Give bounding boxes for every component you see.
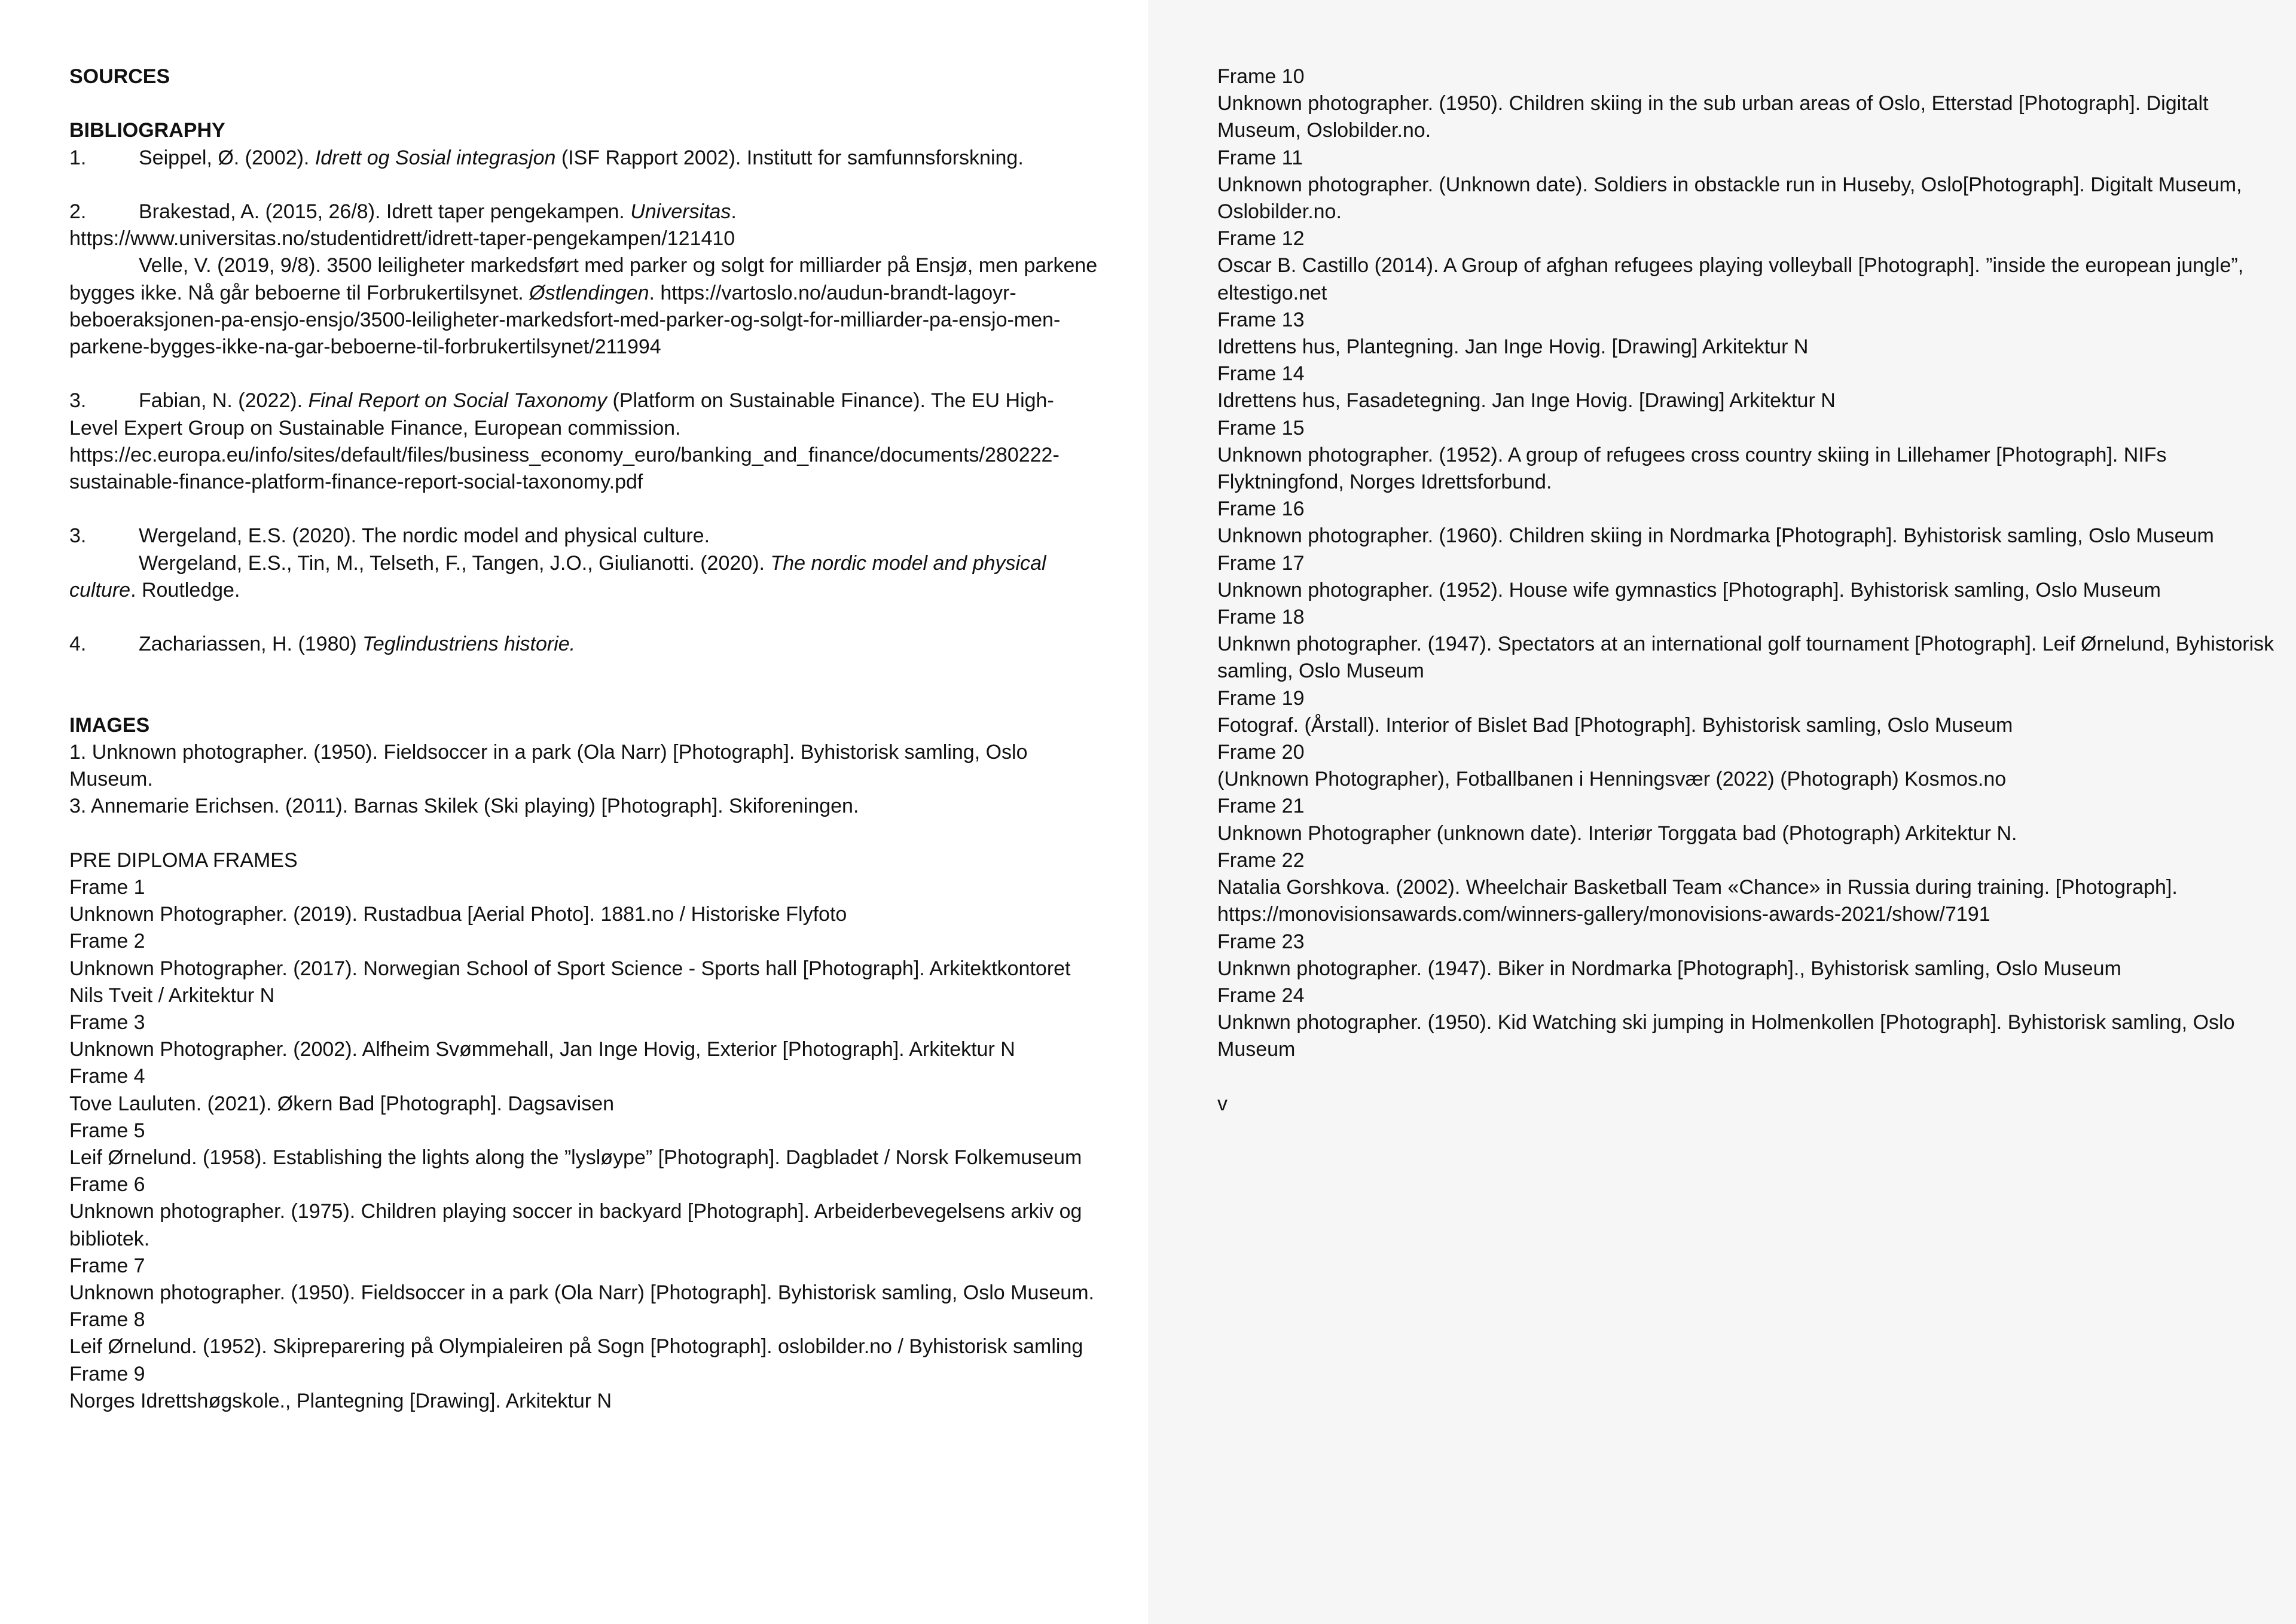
image-credit: 3. Annemarie Erichsen. (2011). Barnas Skilek (Ski playing) [Photograph]. Skiforeningen.: [69, 795, 859, 818]
frame-label: Frame 22: [1217, 848, 1305, 872]
frame-credit: Unknown Photographer. (2017). Norwegian School of Sport Science - Sports hall [Photograph]. Arkitektkontoret Nils Tveit / Arkitektur N: [69, 957, 1071, 1007]
bibliography-entry-5: 4. Zachariassen, H. (1980) Teglindustriens historie.: [69, 633, 576, 656]
frame-credit: Unknown photographer. (1960). Children skiing in Nordmarka [Photograph]. Byhistorisk samling, Oslo Museum: [1217, 524, 2214, 548]
frame-label: Frame 10: [1217, 65, 1305, 88]
frame-label: Frame 16: [1217, 497, 1305, 521]
frame-label: Frame 12: [1217, 227, 1305, 251]
frame-credit: Unknwn photographer. (1947). Spectators at an international golf tournament [Photograph]. Leif Ørnelund, Byhistorisk samling, Oslo Museum: [1217, 633, 2274, 683]
pre-diploma-heading: PRE DIPLOMA FRAMES: [69, 848, 298, 872]
images-heading: IMAGES: [69, 713, 150, 737]
bibliography-entry-2b: Velle, V. (2019, 9/8). 3500 leiligheter markedsført med parker og solgt for milliarder på Ensjø, men parkene bygges ikke. Nå går beboerne til Forbrukertilsynet. Østlendingen. https://vartoslo.no/audun-brandt-lagoyr-beboeraksjonen-pa-ensjo-ensjo/3500-leiligheter-markedsfort-med-parker-og-solgt-for-milliarder-pa-ensjo-men-parkene-bygges-ikke-na-gar-beboerne-til-forbrukertilsynet/211994: [69, 254, 1098, 358]
frame-credit: Unknown Photographer (unknown date). Interiør Torggata bad (Photograph) Arkitektur N.: [1217, 822, 2017, 845]
frame-credit: Unknown photographer. (1952). A group of refugees cross country skiing in Lillehamer [Photograph]. NIFs Flyktningfond, Norges Idrettsforbund.: [1217, 443, 2167, 494]
bibliography-heading: BIBLIOGRAPHY: [69, 119, 225, 142]
frame-credit: Unknown photographer. (1950). Fieldsoccer in a park (Ola Narr) [Photograph]. Byhistorisk samling, Oslo Museum.: [69, 1281, 1094, 1305]
frame-credit: Unknown photographer. (1975). Children playing soccer in backyard [Photograph]. Arbeiderbevegelsens arkiv og bibliotek.: [69, 1200, 1082, 1250]
frame-credit: Tove Lauluten. (2021). Økern Bad [Photograph]. Dagsavisen: [69, 1092, 615, 1115]
frame-list-left: [69, 874, 1100, 1415]
frame-credit: Leif Ørnelund. (1958). Establishing the lights along the ”lysløype” [Photograph]. Dagbladet / Norsk Folkemuseum: [69, 1146, 1082, 1170]
frame-label: Frame 7: [69, 1254, 145, 1277]
frame-label: Frame 18: [1217, 606, 1305, 629]
frame-label: Frame 21: [1217, 795, 1305, 818]
frame-credit: Norges Idrettshøgskole., Plantegning [Drawing]. Arkitektur N: [69, 1389, 612, 1412]
frame-credit: Leif Ørnelund. (1952). Skipreparering på Olympialeiren på Sogn [Photograph]. oslobilder.no / Byhistorisk samling: [69, 1335, 1083, 1359]
frame-label: Frame 15: [1217, 416, 1305, 439]
bibliography-entry-4: 3. Wergeland, E.S. (2020). The nordic model and physical culture.: [69, 524, 710, 548]
frame-credit: Idrettens hus, Plantegning. Jan Inge Hovig. [Drawing] Arkitektur N: [1217, 335, 1809, 359]
bibliography-entry-2: 2. Brakestad, A. (2015, 26/8). Idrett taper pengekampen. Universitas. https://www.universitas.no/studentidrett/idrett-taper-pengekampen/121410: [69, 200, 737, 251]
bibliography-entry-4b: Wergeland, E.S., Tin, M., Telseth, F., Tangen, J.O., Giulianotti. (2020). The nordic model and physical culture. Routledge.: [69, 551, 1046, 602]
frame-credit: (Unknown Photographer), Fotballbanen i Henningsvær (2022) (Photograph) Kosmos.no: [1217, 768, 2007, 791]
frame-credit: Idrettens hus, Fasadetegning. Jan Inge Hovig. [Drawing] Arkitektur N: [1217, 389, 1836, 413]
bibliography-entry-3: 3. Fabian, N. (2022). Final Report on Social Taxonomy (Platform on Sustainable Finance). The EU High-Level Expert Group on Sustainable Finance, European commission. https://ec.europa.eu/info/sites/default/files/business_economy_euro/banking_and_finance/documents/280222-sustainable-finance-platform-finance-report-social-taxonomy.pdf: [69, 389, 1060, 493]
frame-label: Frame 5: [69, 1119, 145, 1142]
frame-label: Frame 24: [1217, 984, 1305, 1007]
frame-label: Frame 23: [1217, 930, 1305, 953]
frame-credit: Unknwn photographer. (1947). Biker in Nordmarka [Photograph]., Byhistorisk samling, Oslo Museum: [1217, 957, 2121, 980]
sources-heading: SOURCES: [69, 65, 170, 88]
frame-label: Frame 9: [69, 1362, 145, 1385]
frame-credit: Unknwn photographer. (1950). Kid Watching ski jumping in Holmenkollen [Photograph]. Byhistorisk samling, Oslo Museum: [1217, 1011, 2235, 1061]
frame-credit: Unknown photographer. (1952). House wife gymnastics [Photograph]. Byhistorisk samling, Oslo Museum: [1217, 578, 2161, 602]
frame-credit: Unknown photographer. (1950). Children skiing in the sub urban areas of Oslo, Etterstad [Photograph]. Digitalt Museum, Oslobilder.no.: [1217, 92, 2209, 142]
frame-label: Frame 13: [1217, 308, 1305, 331]
frame-list-right: [1217, 63, 2284, 1064]
right-page: [1148, 0, 2296, 1624]
frame-credit: Unknown Photographer. (2002). Alfheim Svømmehall, Jan Inge Hovig, Exterior [Photograph]. Arkitektur N: [69, 1038, 1015, 1061]
frame-label: Frame 19: [1217, 686, 1305, 710]
image-credit: 1. Unknown photographer. (1950). Fieldsoccer in a park (Ola Narr) [Photograph]. Byhistorisk samling, Oslo Museum.: [69, 740, 1028, 791]
bibliography-entry-1: 1. Seippel, Ø. (2002). Idrett og Sosial integrasjon (ISF Rapport 2002). Institutt for samfunnsforskning.: [69, 146, 1024, 169]
frame-credit: Natalia Gorshkova. (2002). Wheelchair Basketball Team «Chance» in Russia during training. [Photograph]. https://monovisionsawards.com/winners-gallery/monovisions-awards-2021/show/7191: [1217, 876, 2178, 926]
frame-label: Frame 6: [69, 1173, 145, 1196]
frame-credit: Unknown Photographer. (2019). Rustadbua [Aerial Photo]. 1881.no / Historiske Flyfoto: [69, 903, 847, 926]
frame-label: Frame 4: [69, 1065, 145, 1088]
frame-label: Frame 20: [1217, 741, 1305, 764]
frame-label: Frame 1: [69, 875, 145, 899]
frame-label: Frame 11: [1217, 146, 1303, 169]
frame-credit: Unknown photographer. (Unknown date). Soldiers in obstackle run in Huseby, Oslo[Photograph]. Digitalt Museum, Oslobilder.no.: [1217, 173, 2242, 224]
frame-label: Frame 8: [69, 1308, 145, 1332]
frame-label: Frame 3: [69, 1011, 145, 1034]
frame-credit: Fotograf. (Årstall). Interior of Bislet Bad [Photograph]. Byhistorisk samling, Oslo Museum: [1217, 713, 2013, 737]
page-marker: v: [1217, 1092, 1228, 1115]
frame-label: Frame 17: [1217, 551, 1305, 575]
frame-credit: Oscar B. Castillo (2014). A Group of afghan refugees playing volleyball [Photograph]. ”inside the european jungle”, eltestigo.net: [1217, 254, 2244, 304]
frame-label: Frame 14: [1217, 362, 1305, 386]
frame-label: Frame 2: [69, 930, 145, 953]
